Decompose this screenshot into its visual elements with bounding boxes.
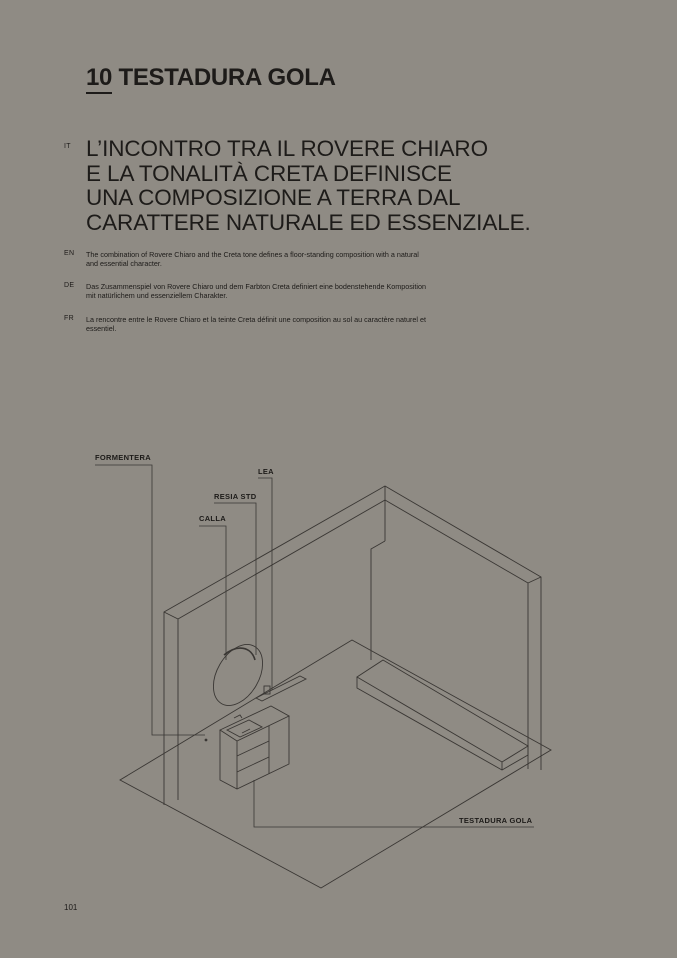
vanity-body <box>220 716 289 789</box>
leader-calla <box>199 526 226 660</box>
vanity-top <box>220 706 289 741</box>
drawer-line-1 <box>237 741 269 756</box>
lang-tag-it: IT <box>64 143 71 150</box>
page-number: 101 <box>64 903 78 912</box>
wall-outline <box>164 486 541 805</box>
label-resia: RESIA STD <box>214 492 257 501</box>
wall-corner <box>164 612 178 619</box>
basin-drain <box>242 729 250 733</box>
leader-formentera <box>95 465 205 735</box>
german-text: Das Zusammenspiel von Rovere Chiaro und dem Farbton Creta definiert eine bodenstehende Komposition mit natürlichem und essenziellem Charakter. <box>86 282 426 300</box>
bench-top <box>357 660 528 762</box>
label-calla: CALLA <box>199 514 226 523</box>
section-number: 10 <box>86 64 112 94</box>
drawer-line-2 <box>237 757 269 772</box>
lang-tag-de: DE <box>64 282 75 289</box>
lang-tag-en: EN <box>64 250 75 257</box>
label-lea: LEA <box>258 467 274 476</box>
wall-top-inner <box>385 500 528 583</box>
label-formentera: FORMENTERA <box>95 453 151 462</box>
wall-accessory <box>205 739 208 742</box>
wall-recess <box>371 541 385 660</box>
wall-shelf <box>256 676 306 701</box>
lang-tag-fr: FR <box>64 315 74 322</box>
mirror-light <box>224 648 255 660</box>
section-name: TESTADURA GOLA <box>118 64 336 91</box>
washbasin <box>227 720 262 737</box>
label-testadura: TESTADURA GOLA <box>459 816 533 825</box>
french-text: La rencontre entre le Rovere Chiaro et la teinte Creta définit une composition au sol au caractère naturel et essentiel. <box>86 315 427 333</box>
right-wall-edge <box>528 577 541 769</box>
leader-lea <box>258 478 272 690</box>
english-text: The combination of Rovere Chiaro and the Creta tone defines a floor-standing composition with a natural and essential character. <box>86 250 419 268</box>
wall-tap <box>234 715 242 718</box>
floor-outline <box>120 640 551 888</box>
italian-headline: L’INCONTRO TRA IL ROVERE CHIARO E LA TONALITÀ CRETA DEFINISCE UNA COMPOSIZIONE A TERRA DAL CARATTERE NATURALE ED ESSENZIALE. <box>86 136 531 235</box>
